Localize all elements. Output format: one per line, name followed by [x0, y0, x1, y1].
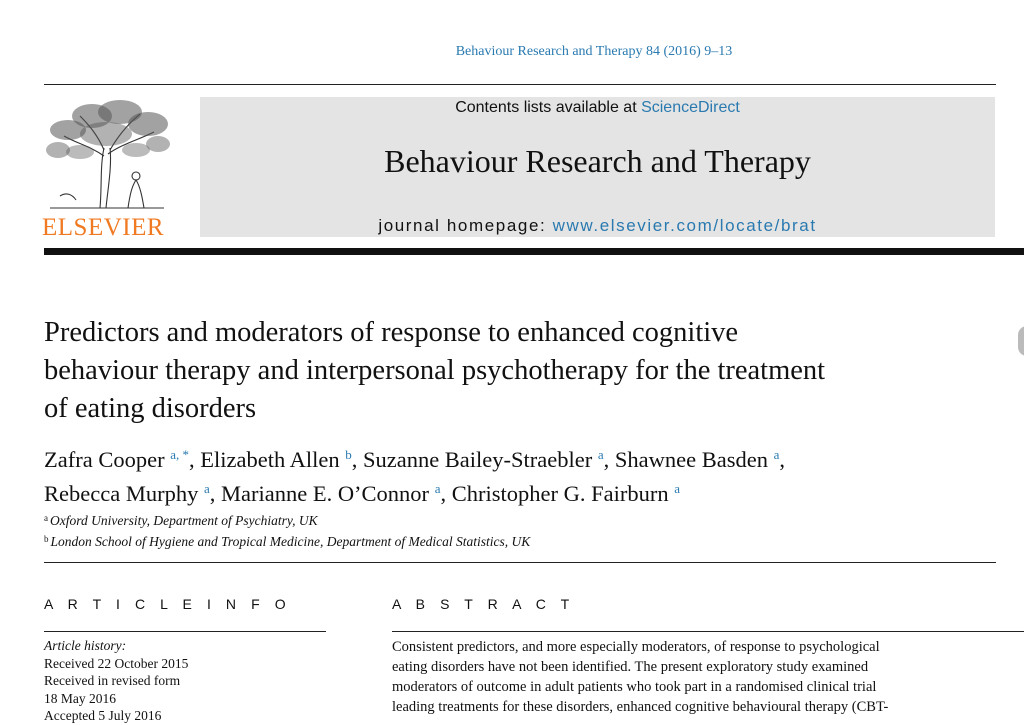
affiliations — [44, 509, 944, 551]
homepage-line — [200, 216, 995, 236]
affiliation-text: Oxford University, Department of Psychiatry, UK — [50, 513, 318, 528]
title-line: Predictors and moderators of response to enhanced cognitive — [44, 317, 739, 348]
publisher-logo[interactable] — [40, 96, 174, 242]
contents-prefix: Contents lists available at — [455, 99, 642, 116]
journal-citation[interactable]: Behaviour Research and Therapy 84 (2016) 9–13 — [455, 44, 733, 59]
crossmark-badge[interactable] — [1018, 326, 1024, 356]
history-item: 18 May 2016 — [44, 690, 116, 706]
abstract-rule — [392, 631, 1024, 632]
masthead-rule — [44, 248, 1024, 255]
publisher-wordmark: ELSEVIER — [42, 214, 165, 241]
author-affiliation-link[interactable]: a, * — [170, 447, 189, 462]
author-affiliation-link[interactable]: a — [203, 481, 210, 496]
affiliation-key: b — [44, 534, 49, 544]
abstract-body — [392, 637, 1024, 714]
author-name: Marianne E. O’Connor — [220, 481, 430, 506]
abstract-line: leading treatments for these disorders, enhanced cognitive behavioural therapy (CBT- — [392, 699, 889, 714]
affiliation-text: London School of Hygiene and Tropical Medicine, Department of Medical Statistics, UK — [50, 534, 531, 549]
section-rule — [44, 562, 996, 563]
author-affiliation-link[interactable]: a — [674, 481, 680, 496]
abstract-line: moderators of outcome in adult patients who took part in a randomised clinical trial — [392, 679, 877, 695]
journal-masthead — [200, 97, 995, 237]
author-affiliation-link[interactable]: a — [597, 447, 604, 462]
author-list: Zafra Cooper $^{a, *}$, Elizabeth Allen $^b$, Suzanne Bailey-Straebler $^a$, Shawnee Basden $^a$, Rebecca Murphy $^a$, Marianne E. O’Connor $^a$, Christopher G. Fairburn $^a$ — [44, 447, 786, 506]
author-affiliation-link[interactable]: a — [773, 447, 780, 462]
title-line: of eating disorders — [44, 393, 257, 424]
article-history — [44, 637, 326, 725]
history-item: Received 22 October 2015 — [44, 655, 189, 671]
homepage-prefix: journal homepage: — [378, 216, 553, 235]
author-affiliation-link[interactable]: b — [345, 447, 352, 462]
article-info-rule — [44, 631, 326, 632]
abstract-heading: A B S T R A C T — [392, 596, 575, 612]
author-name: Suzanne Bailey-Straebler — [362, 447, 593, 472]
header-rule — [44, 84, 996, 85]
journal-name: Behaviour Research and Therapy — [384, 143, 811, 179]
elsevier-tree-icon — [40, 96, 174, 212]
abstract-line: eating disorders have not been identified. The present exploratory study examined — [392, 659, 869, 675]
title-line: behaviour therapy and interpersonal psychotherapy for the treatment — [44, 355, 826, 386]
article-title — [44, 314, 1004, 428]
abstract-line: Consistent predictors, and more especially moderators, of response to psychological — [392, 639, 880, 655]
author-name: Rebecca Murphy — [44, 481, 199, 506]
author-name: Elizabeth Allen — [200, 447, 340, 472]
article-info-heading: A R T I C L E I N F O — [44, 596, 292, 612]
contents-line — [200, 99, 995, 117]
author-name: Shawnee Basden — [614, 447, 768, 472]
sciencedirect-link[interactable]: ScienceDirect — [641, 99, 740, 116]
homepage-link[interactable]: www.elsevier.com/locate/brat — [552, 216, 817, 235]
author-name: Christopher G. Fairburn — [451, 481, 669, 506]
history-item: Accepted 5 July 2016 — [44, 708, 162, 723]
affiliation-key: a — [44, 513, 48, 523]
history-item: Received in revised form — [44, 673, 181, 688]
author-name: Zafra Cooper — [44, 447, 165, 472]
author-affiliation-link[interactable]: a — [434, 481, 441, 496]
affiliation-item — [44, 530, 944, 551]
history-label: Article history: — [44, 638, 127, 653]
affiliation-item — [44, 509, 944, 530]
